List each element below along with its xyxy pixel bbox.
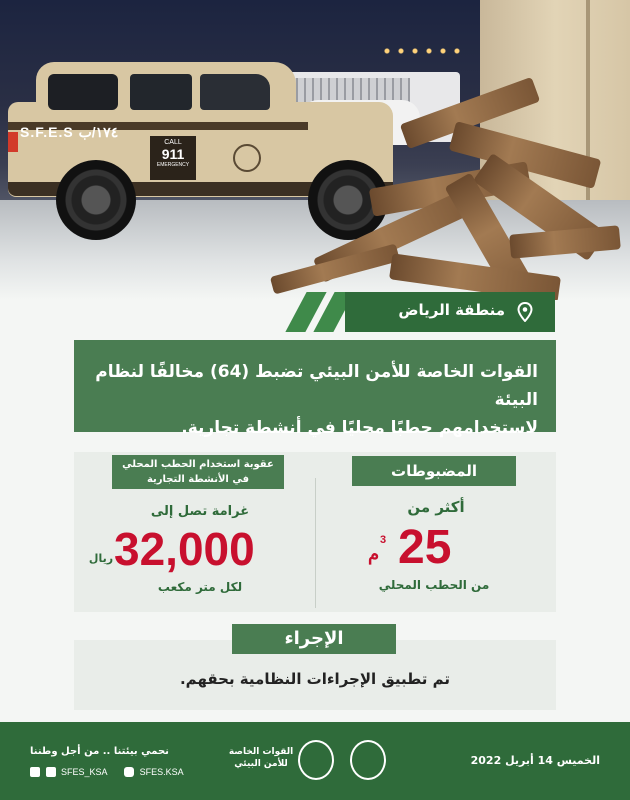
footer-slogan: نحمي بيئتنا .. من أجل وطننا [30, 746, 169, 757]
vehicle-plate: S.F.E.S ١٧٤/ب [20, 124, 119, 140]
action-title: الإجراء [232, 624, 396, 654]
seized-unit-power: 3 [380, 534, 387, 546]
penalty-prefix: غرامة تصل إلى [150, 504, 250, 519]
sfes-emblem-icon [298, 740, 334, 780]
headline-line1: القوات الخاصة للأمن البيئي تضبط (64) مخالفًا لنظام البيئة [95, 362, 538, 410]
hero-photo [0, 0, 630, 300]
region-label: منطقة الرياض [398, 301, 505, 319]
wheel [56, 160, 136, 240]
social-links [30, 766, 200, 782]
region-banner [288, 292, 555, 332]
org-name: القوات الخاصة للأمن البيئي [228, 747, 294, 769]
youtube-icon[interactable] [124, 767, 134, 777]
stats-divider [315, 478, 316, 608]
twitter-handle[interactable]: SFES_KSA [61, 766, 108, 777]
seized-amount [368, 520, 478, 576]
emergency-call-decal: CALL 911 EMERGENCY [150, 136, 196, 180]
footer [0, 722, 630, 800]
penalty-currency: ريال [88, 552, 114, 565]
penalty-amount: 32,000 [114, 523, 255, 575]
headline-line2: لاستخدامهم حطبًا محليًا في أنشطة تجارية. [181, 418, 538, 438]
seized-prefix: أكثر من [407, 498, 465, 516]
headline-box [74, 340, 556, 438]
instagram-icon[interactable] [30, 767, 40, 777]
footer-date: الخميس 14 أبريل 2022 [470, 754, 600, 767]
saudi-emblem-icon [350, 740, 386, 780]
location-pin-icon [517, 302, 533, 322]
firewood-pile [250, 80, 630, 300]
seized-unit: م [368, 544, 380, 564]
seized-number: 25 [398, 521, 452, 574]
action-text: تم تطبيق الإجراءات النظامية بحقهم. [179, 670, 451, 688]
youtube-handle[interactable]: SFES.KSA [139, 766, 184, 777]
penalty-label: عقوبة استخدام الحطب المحلي في الأنشطة التجارية [112, 455, 284, 489]
twitter-icon[interactable] [46, 767, 56, 777]
seized-description: من الحطب المحلي [378, 578, 490, 592]
penalty-per-unit: لكل متر مكعب [157, 580, 243, 594]
seized-label: المضبوطات [352, 456, 516, 486]
